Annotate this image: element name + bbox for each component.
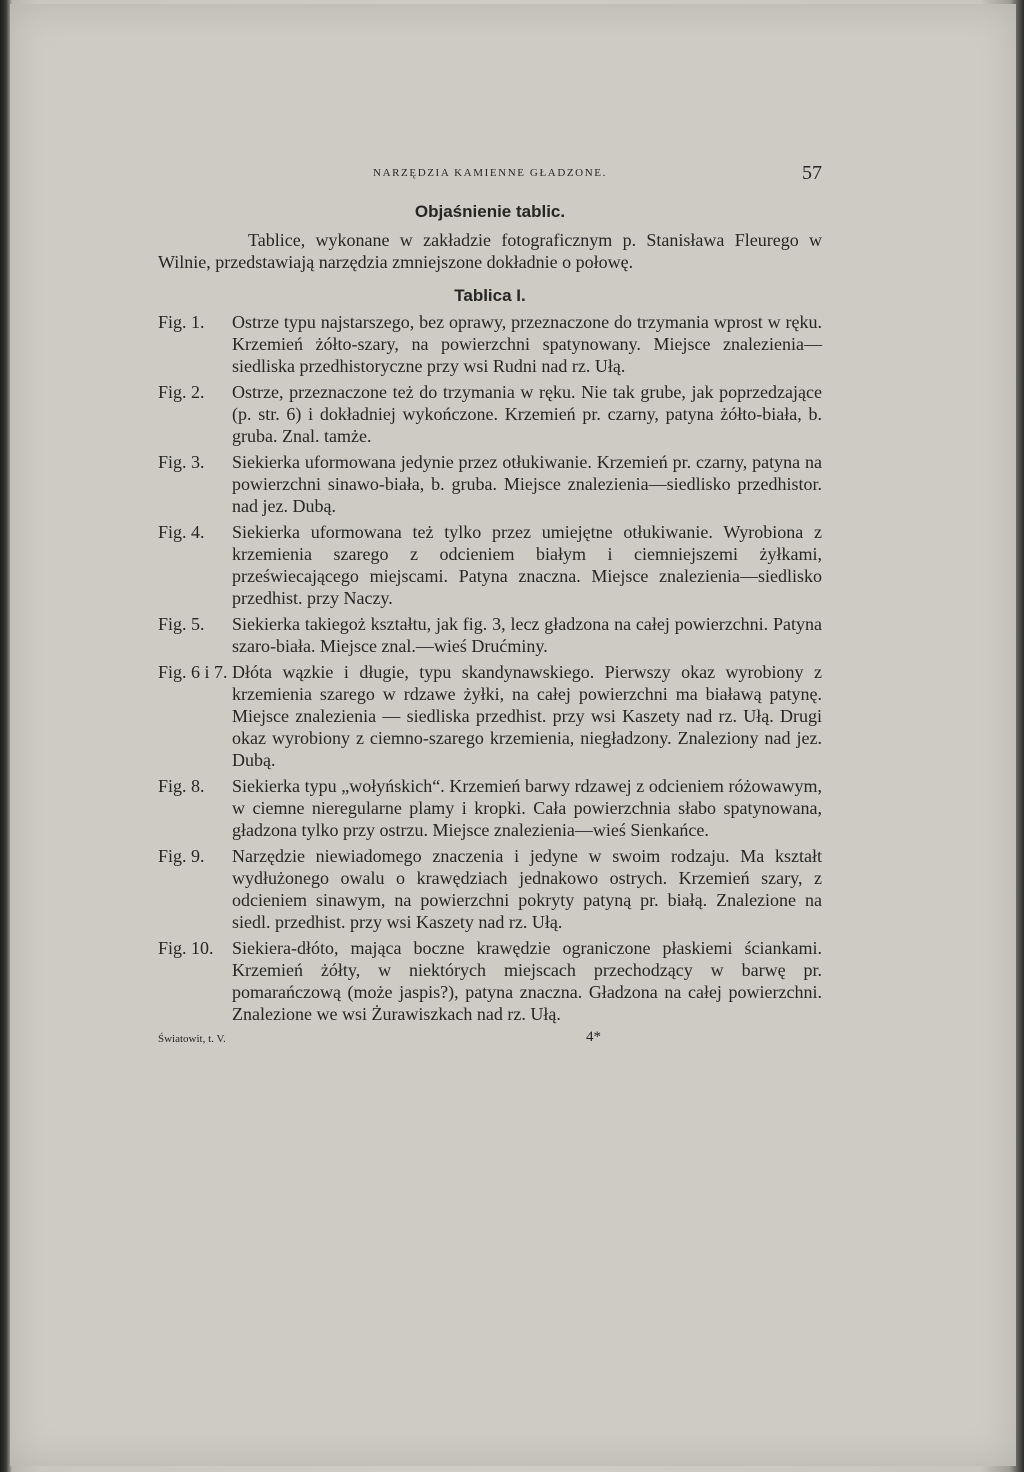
figure-label: Fig. 5. bbox=[158, 614, 205, 634]
figure-description: Siekierka uformowana też tylko przez umiejętne otłukiwanie. Wyrobiona z krzemienia szarego z odcieniem białym i ciemniejszemi żyłkami, przeświecającego miejscami. Patyna znaczna. Miejsce znalezienia—siedlisko przedhist. przy Naczy. bbox=[232, 522, 822, 608]
figure-label: Fig. 3. bbox=[158, 452, 205, 472]
figure-entry bbox=[158, 775, 822, 841]
figure-description: Ostrze typu najstarszego, bez oprawy, przeznaczone do trzymania wprost w ręku. Krzemień żółto-szary, na powierzchni spatynowany. Miejsce znalezienia—siedliska przedhistoryczne przy wsi Rudni nad rz. Ułą. bbox=[232, 312, 822, 376]
journal-reference: Światowit, t. V. bbox=[158, 1033, 226, 1045]
signature-mark: 4* bbox=[586, 1029, 601, 1045]
figure-entry bbox=[158, 311, 822, 377]
figure-label: Fig. 8. bbox=[158, 776, 205, 796]
figure-entry bbox=[158, 381, 822, 447]
page-text-block bbox=[158, 160, 822, 1049]
figure-list bbox=[158, 311, 822, 1025]
plate-title: Tablica I. bbox=[454, 286, 526, 305]
figure-entry bbox=[158, 661, 822, 771]
figure-description: Dłóta wązkie i długie, typu skandynawskiego. Pierwszy okaz wyrobiony z krzemienia szarego w rdzawe żyłki, na całej powierzchni ma białawą patynę. Miejsce znalezienia — siedliska przedhist. przy wsi Kaszety nad rz. Ułą. Drugi okaz wyrobiony z ciemno-szarego krzemienia, niegładzony. Znaleziony nad jez. Dubą. bbox=[232, 662, 822, 770]
figure-label: Fig. 1. bbox=[158, 312, 205, 332]
figure-label: Fig. 10. bbox=[158, 938, 214, 958]
figure-label: Fig. 9. bbox=[158, 846, 205, 866]
figure-label: Fig. 2. bbox=[158, 382, 205, 402]
figure-description: Siekierka uformowana jedynie przez otłukiwanie. Krzemień pr. czarny, patyna na powierzchni sinawo-biała, b. gruba. Miejsce znalezienia—siedlisko przedhistor. nad jez. Dubą. bbox=[232, 452, 822, 516]
page-number: 57 bbox=[802, 162, 822, 184]
figure-entry bbox=[158, 613, 822, 657]
figure-entry bbox=[158, 845, 822, 933]
figure-entry bbox=[158, 937, 822, 1025]
figure-entry bbox=[158, 521, 822, 609]
section-title: Objaśnienie tablic. bbox=[414, 202, 566, 221]
figure-description: Siekierka typu „wołyńskich“. Krzemień barwy rdzawej z odcieniem różowawym, w ciemne nieregularne plamy i kropki. Cała powierzchnia słabo spatynowana, gładzona tylko przy ostrzu. Miejsce znalezienia—wieś Sienkańce. bbox=[232, 776, 822, 840]
running-head bbox=[158, 160, 822, 186]
figure-description: Siekierka takiegoż kształtu, jak fig. 3, lecz gładzona na całej powierzchni. Patyna szaro-biała. Miejsce znal.—wieś Drućminy. bbox=[232, 614, 822, 656]
intro-paragraph: Tablice, wykonane w zakładzie fotograficznym p. Stanisława Fleurego w Wilnie, przedstawiają narzędzia zmniejszone dokładnie o połowę. bbox=[158, 230, 822, 272]
figure-label: Fig. 6 i 7. bbox=[158, 662, 228, 682]
figure-description: Ostrze, przeznaczone też do trzymania w ręku. Nie tak grube, jak poprzedzające (p. str. 6) i dokładniej wykończone. Krzemień pr. czarny, patyna żółto-biała, b. gruba. Znal. tamże. bbox=[232, 382, 822, 446]
figure-label: Fig. 4. bbox=[158, 522, 205, 542]
running-title: NARZĘDZIA KAMIENNE GŁADZONE. bbox=[373, 167, 607, 179]
figure-entry bbox=[158, 451, 822, 517]
figure-description: Siekiera-dłóto, mająca boczne krawędzie ograniczone płaskiemi ściankami. Krzemień żółty, w niektórych miejscach przechodzący w barwę pr. pomarańczową (może jaspis?), patyna znaczna. Gładzona na całej powierzchni. Znalezione we wsi Żurawiszkach nad rz. Ułą. bbox=[232, 938, 822, 1024]
figure-description: Narzędzie niewiadomego znaczenia i jedyne w swoim rodzaju. Ma kształt wydłużonego owalu o krawędziach jednakowo ostrych. Krzemień szary, z odcieniem sinawym, na powierzchni pokryty patyną pr. białą. Znalezione na siedl. przedhist. przy wsi Kaszety nad rz. Ułą. bbox=[232, 846, 822, 932]
page-footer bbox=[158, 1029, 822, 1049]
